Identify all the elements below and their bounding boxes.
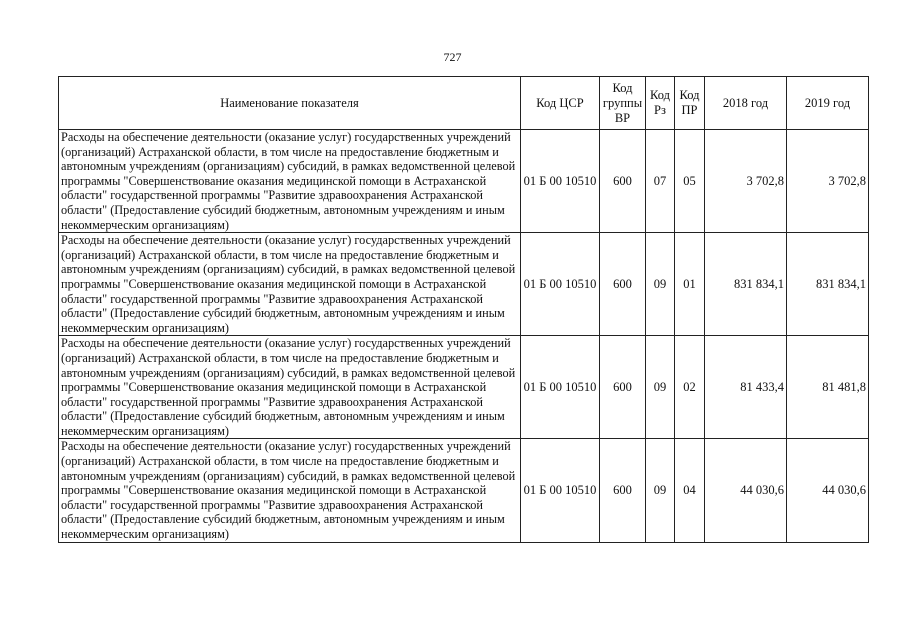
- row-2018: 44 030,6: [705, 439, 787, 542]
- header-pr: Код ПР: [675, 77, 705, 130]
- row-2018: 81 433,4: [705, 336, 787, 439]
- row-name: Расходы на обеспечение деятельности (оказание услуг) государственных учреждений (организаций) Астраханской области, в том числе на предоставление бюджетным и автономным учреждениям (организациям) субсидий, в рамках ведомственной целевой программы "Совершенствование оказания медицинской помощи в Астраханской области" государственной программы "Развитие здравоохранения Астраханской области" (Предоставление субсидий бюджетным, автономным учреждениям и иным некоммерческим организациям): [59, 233, 521, 336]
- row-2019: 831 834,1: [787, 233, 869, 336]
- row-name: Расходы на обеспечение деятельности (оказание услуг) государственных учреждений (организаций) Астраханской области, в том числе на предоставление бюджетным и автономным учреждениям (организациям) субсидий, в рамках ведомственной целевой программы "Совершенствование оказания медицинской помощи в Астраханской области" государственной программы "Развитие здравоохранения Астраханской области" (Предоставление субсидий бюджетным, автономным учреждениям и иным некоммерческим организациям): [59, 439, 521, 542]
- row-csr: 01 Б 00 10510: [521, 439, 600, 542]
- row-vr: 600: [600, 439, 646, 542]
- row-name: Расходы на обеспечение деятельности (оказание услуг) государственных учреждений (организаций) Астраханской области, в том числе на предоставление бюджетным и автономным учреждениям (организациям) субсидий, в рамках ведомственной целевой программы "Совершенствование оказания медицинской помощи в Астраханской области" государственной программы "Развитие здравоохранения Астраханской области" (Предоставление субсидий бюджетным, автономным учреждениям и иным некоммерческим организациям): [59, 336, 521, 439]
- row-2018: 831 834,1: [705, 233, 787, 336]
- table-row: [59, 233, 869, 336]
- row-rz: 09: [646, 439, 675, 542]
- row-2019: 81 481,8: [787, 336, 869, 439]
- header-rz: Код Рз: [646, 77, 675, 130]
- row-vr: 600: [600, 130, 646, 233]
- row-pr: 04: [675, 439, 705, 542]
- row-pr: 02: [675, 336, 705, 439]
- row-2018: 3 702,8: [705, 130, 787, 233]
- table-row: [59, 439, 869, 542]
- row-rz: 07: [646, 130, 675, 233]
- table-row: [59, 336, 869, 439]
- table-header-row: [59, 77, 869, 130]
- budget-table: [58, 76, 869, 543]
- row-csr: 01 Б 00 10510: [521, 130, 600, 233]
- table-row: [59, 130, 869, 233]
- row-csr: 01 Б 00 10510: [521, 233, 600, 336]
- page-number: 727: [443, 50, 462, 64]
- row-rz: 09: [646, 336, 675, 439]
- row-pr: 01: [675, 233, 705, 336]
- row-vr: 600: [600, 233, 646, 336]
- header-csr: Код ЦСР: [521, 77, 600, 130]
- row-vr: 600: [600, 336, 646, 439]
- header-name: Наименование показателя: [59, 77, 521, 130]
- row-2019: 3 702,8: [787, 130, 869, 233]
- row-pr: 05: [675, 130, 705, 233]
- row-csr: 01 Б 00 10510: [521, 336, 600, 439]
- header-2018: 2018 год: [705, 77, 787, 130]
- header-2019: 2019 год: [787, 77, 869, 130]
- header-vr: Код группы ВР: [600, 77, 646, 130]
- row-rz: 09: [646, 233, 675, 336]
- row-2019: 44 030,6: [787, 439, 869, 542]
- row-name: Расходы на обеспечение деятельности (оказание услуг) государственных учреждений (организаций) Астраханской области, в том числе на предоставление бюджетным и автономным учреждениям (организациям) субсидий, в рамках ведомственной целевой программы "Совершенствование оказания медицинской помощи в Астраханской области" государственной программы "Развитие здравоохранения Астраханской области" (Предоставление субсидий бюджетным, автономным учреждениям и иным некоммерческим организациям): [59, 130, 521, 233]
